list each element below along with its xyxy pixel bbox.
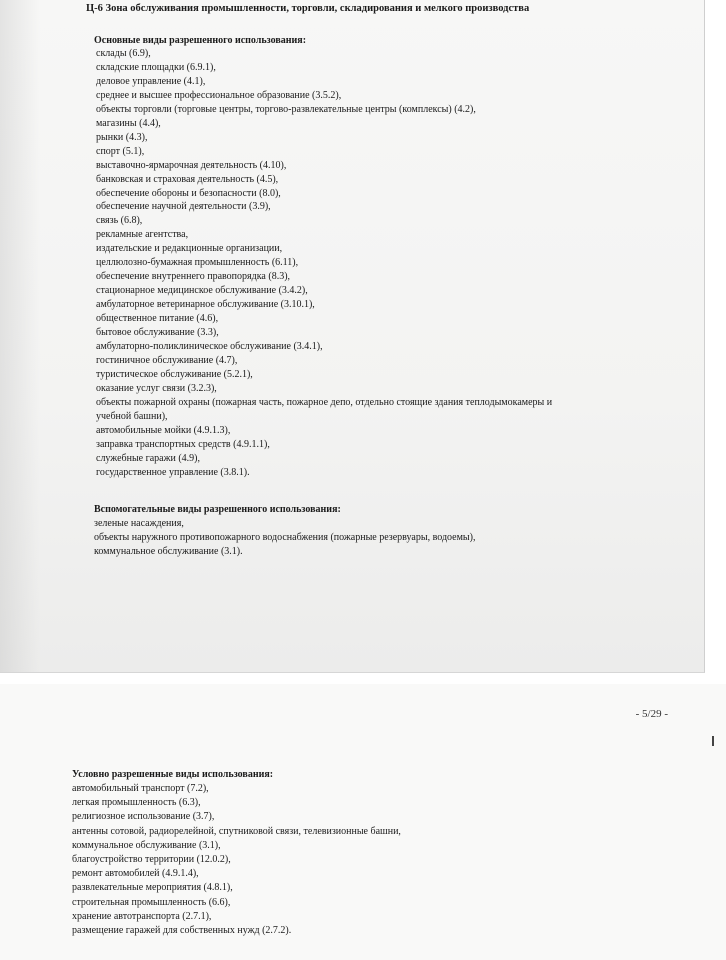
list-item: рекламные агентства, [96,229,189,240]
section-heading-conditional: Условно разрешенные виды использования: [72,769,274,780]
list-item: складские площадки (6.9.1), [96,62,216,73]
list-item: амбулаторное ветеринарное обслуживание (3.10.1), [96,299,315,310]
list-item: гостиничное обслуживание (4.7), [96,355,238,366]
list-item: объекты пожарной охраны (пожарная часть, пожарное депо, отдельно стоящие здания теплодымокамеры и [96,397,553,408]
list-item: хранение автотранспорта (2.7.1), [72,910,212,922]
list-item: деловое управление (4.1), [96,76,206,87]
section-heading-main: Основные виды разрешенного использования: [94,35,307,46]
list-item: развлекательные мероприятия (4.8.1), [72,882,233,894]
list-item: коммунальное обслуживание (3.1), [72,839,221,851]
list-item: банковская и страховая деятельность (4.5), [96,174,279,185]
page-shadow [0,0,40,672]
list-item: целлюлозно-бумажная промышленность (6.11), [96,257,299,268]
list-item: стационарное медицинское обслуживание (3.4.2), [96,285,308,296]
list-item: связь (6.8), [96,215,143,226]
list-item: рынки (4.3), [96,132,148,143]
list-item: коммунальное обслуживание (3.1). [94,546,243,557]
list-item: среднее и высшее профессиональное образование (3.5.2), [96,90,342,101]
section-heading-aux: Вспомогательные виды разрешенного использования: [94,504,341,515]
list-item: издательские и редакционные организации, [96,243,283,254]
document-title: Ц-6 Зона обслуживания промышленности, торговли, складирования и мелкого производства [86,3,530,14]
list-item: строительная промышленность (6.6), [72,896,231,908]
list-item: ремонт автомобилей (4.9.1.4), [72,868,199,880]
list-item: выставочно-ярмарочная деятельность (4.10), [96,160,287,171]
list-item: спорт (5.1), [96,146,145,157]
list-item: автомобильный транспорт (7.2), [72,783,209,794]
list-item: заправка транспортных средств (4.9.1.1), [96,439,270,450]
document-page-bottom [0,684,726,960]
list-item: обеспечение внутреннего правопорядка (8.3), [96,271,291,282]
list-item: обеспечение научной деятельности (3.9), [96,201,271,212]
list-item: государственное управление (3.8.1). [96,467,250,478]
list-item: учебной башни), [96,411,168,422]
list-item: обеспечение обороны и безопасности (8.0), [96,188,281,199]
list-item: магазины (4.4), [96,118,161,129]
list-item: автомобильные мойки (4.9.1.3), [96,425,231,436]
list-item: служебные гаражи (4.9), [96,453,201,464]
list-item: оказание услуг связи (3.2.3), [96,383,217,394]
scan-mark [712,736,714,746]
list-item: размещение гаражей для собственных нужд (2.7.2). [72,925,292,936]
list-item: легкая промышленность (6.3), [72,797,201,809]
list-item: амбулаторно-поликлиническое обслуживание (3.4.1), [96,341,323,352]
list-item: религиозное использование (3.7), [72,811,215,823]
list-item: зеленые насаждения, [94,518,184,529]
list-item: бытовое обслуживание (3.3), [96,327,219,338]
list-item: объекты наружного противопожарного водоснабжения (пожарные резервуары, водоемы), [94,532,476,543]
list-item: объекты торговли (торговые центры, торгово-развлекательные центры (комплексы) (4.2), [96,104,476,115]
list-item: склады (6.9), [96,48,151,59]
page-number: - 5/29 - [635,708,668,720]
list-item: благоустройство территории (12.0.2), [72,854,231,865]
list-item: общественное питание (4.6), [96,313,219,324]
list-item: антенны сотовой, радиорелейной, спутниковой связи, телевизионные башни, [72,825,401,837]
list-item: туристическое обслуживание (5.2.1), [96,369,253,380]
